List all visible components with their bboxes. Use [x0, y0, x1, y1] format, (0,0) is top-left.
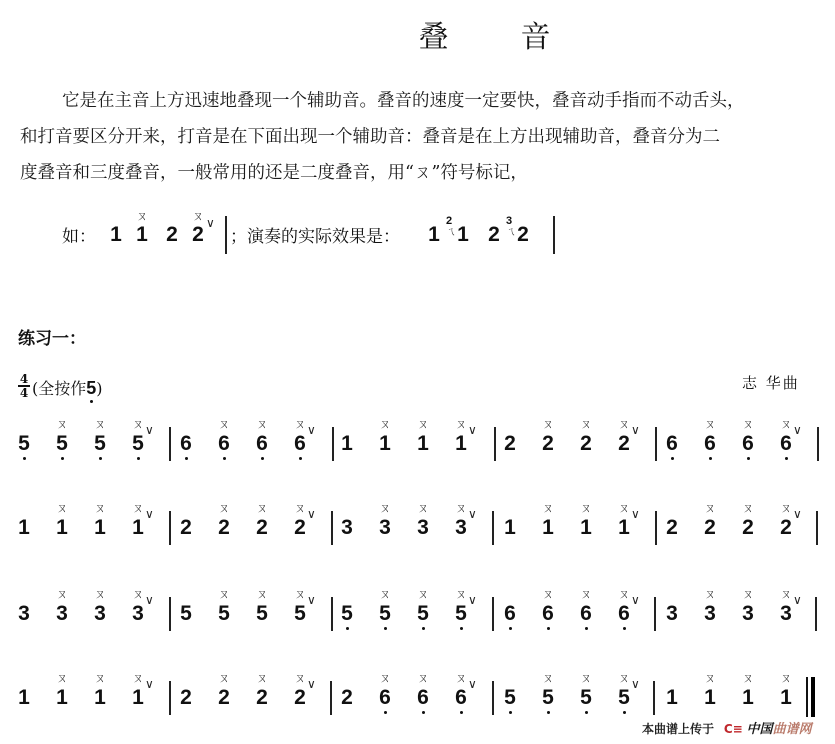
note: 6	[455, 686, 467, 709]
low-octave-dot	[137, 457, 140, 460]
overlap-mark-icon: ㄡ	[131, 671, 144, 685]
grace-slur-icon: ㄟ	[446, 227, 456, 238]
overlap-mark-icon: ㄡ	[579, 417, 592, 431]
low-octave-dot	[547, 711, 550, 714]
watermark	[642, 718, 812, 738]
title-char-1: 叠	[418, 20, 449, 55]
note: 6	[542, 602, 554, 625]
overlap-mark-icon: ㄡ	[55, 587, 68, 601]
overlap-mark-icon: ㄡ	[378, 417, 391, 431]
note: 1	[56, 686, 68, 709]
overlap-mark-icon: ㄡ	[741, 587, 754, 601]
note: 2	[580, 432, 592, 455]
note: 5	[417, 602, 429, 625]
bar-line	[169, 427, 171, 461]
note: 2	[704, 516, 716, 539]
note: 1	[580, 516, 592, 539]
note: 3	[56, 602, 68, 625]
low-octave-dot	[509, 711, 512, 714]
note: 5	[294, 602, 306, 625]
note: 1	[94, 686, 106, 709]
breath-mark-icon: ∨	[631, 423, 640, 437]
overlap-mark-icon: ㄡ	[454, 587, 467, 601]
bar-line	[492, 511, 494, 545]
note: 1	[780, 686, 792, 709]
note: 2	[780, 516, 792, 539]
example-label: 如：	[62, 227, 96, 247]
breath-mark-icon: ∨	[793, 423, 802, 437]
breath-mark-icon: ∨	[307, 593, 316, 607]
overlap-mark-icon: ㄡ	[416, 501, 429, 515]
low-octave-dot	[509, 627, 512, 630]
overlap-mark-icon: ㄡ	[779, 671, 792, 685]
note: 2	[341, 686, 353, 709]
overlap-mark-icon: ㄡ	[131, 501, 144, 515]
note: 5	[455, 602, 467, 625]
watermark-text: 本曲谱上传于	[642, 722, 715, 736]
note: 5	[580, 686, 592, 709]
note: 6	[504, 602, 516, 625]
overlap-mark-icon: ㄡ	[416, 587, 429, 601]
low-octave-dot	[299, 457, 302, 460]
intro-line-3: 度叠音和三度叠音，一般常用的还是二度叠音，用“ㄡ”符号标记，	[20, 163, 528, 183]
note: 5	[56, 432, 68, 455]
note: 6	[742, 432, 754, 455]
note: 5	[542, 686, 554, 709]
low-octave-dot	[785, 457, 788, 460]
overlap-mark-icon: ㄡ	[779, 501, 792, 515]
time-sig-top: 4	[19, 372, 29, 386]
effect-note: 1	[457, 223, 469, 246]
overlap-mark-icon: ㄡ	[703, 501, 716, 515]
key-note-digit-value: 5	[86, 378, 97, 398]
overlap-mark-icon: ㄡ	[378, 587, 391, 601]
note: 2	[294, 686, 306, 709]
overlap-mark-icon: ㄡ	[191, 209, 204, 223]
low-octave-dot	[90, 400, 93, 403]
breath-mark-icon: ∨	[793, 507, 802, 521]
note: 1	[417, 432, 429, 455]
bar-line	[225, 216, 227, 254]
note: 6	[417, 686, 429, 709]
overlap-mark-icon: ㄡ	[579, 501, 592, 515]
note: 2	[742, 516, 754, 539]
overlap-mark-icon: ㄡ	[255, 417, 268, 431]
note: 2	[218, 516, 230, 539]
breath-mark-icon: ∨	[145, 677, 154, 691]
note: 1	[56, 516, 68, 539]
low-octave-dot	[709, 457, 712, 460]
low-octave-dot	[547, 627, 550, 630]
note: 3	[704, 602, 716, 625]
breath-mark-icon: ∨	[307, 507, 316, 521]
note: 2	[180, 516, 192, 539]
overlap-mark-icon: ㄡ	[416, 417, 429, 431]
bar-line	[815, 597, 817, 631]
bar-line	[653, 681, 655, 715]
effect-note: 1	[428, 223, 440, 246]
overlap-mark-icon: ㄡ	[378, 671, 391, 685]
note: 1	[18, 516, 30, 539]
note: 5	[218, 602, 230, 625]
overlap-mark-icon: ㄡ	[255, 587, 268, 601]
overlap-mark-icon: ㄡ	[541, 671, 554, 685]
note: 2	[256, 686, 268, 709]
example-note: 1	[110, 223, 122, 246]
note: 3	[742, 602, 754, 625]
note: 5	[504, 686, 516, 709]
key-note-text	[32, 376, 103, 399]
note: 6	[294, 432, 306, 455]
overlap-mark-icon: ㄡ	[131, 587, 144, 601]
overlap-mark-icon: ㄡ	[741, 417, 754, 431]
overlap-mark-icon: ㄡ	[454, 501, 467, 515]
breath-mark-icon: ∨	[468, 593, 477, 607]
low-octave-dot	[585, 711, 588, 714]
overlap-mark-icon: ㄡ	[131, 417, 144, 431]
note: 2	[294, 516, 306, 539]
breath-mark-icon: ∨	[631, 507, 640, 521]
note: 5	[18, 432, 30, 455]
key-note-prefix: (全按作	[32, 379, 87, 398]
exercise-title: 练习一：	[18, 329, 86, 349]
bar-line	[169, 597, 171, 631]
overlap-mark-icon: ㄡ	[93, 671, 106, 685]
key-note-close: )	[96, 379, 103, 398]
low-octave-dot	[223, 457, 226, 460]
note: 3	[455, 516, 467, 539]
note: 2	[666, 516, 678, 539]
note: 5	[256, 602, 268, 625]
low-octave-dot	[422, 627, 425, 630]
overlap-mark-icon: ㄡ	[293, 671, 306, 685]
overlap-mark-icon: ㄡ	[741, 501, 754, 515]
overlap-mark-icon: ㄡ	[703, 417, 716, 431]
overlap-mark-icon: ㄡ	[217, 501, 230, 515]
overlap-mark-icon: ㄡ	[255, 501, 268, 515]
note: 1	[666, 686, 678, 709]
note: 1	[542, 516, 554, 539]
overlap-mark-icon: ㄡ	[293, 587, 306, 601]
overlap-mark-icon: ㄡ	[293, 417, 306, 431]
overlap-mark-icon: ㄡ	[93, 587, 106, 601]
overlap-mark-icon: ㄡ	[579, 671, 592, 685]
effect-note: 2	[517, 223, 529, 246]
overlap-mark-icon: ㄡ	[217, 671, 230, 685]
overlap-mark-icon: ㄡ	[55, 671, 68, 685]
overlap-mark-icon: ㄡ	[579, 587, 592, 601]
example-note: 2	[192, 223, 204, 246]
overlap-mark-icon: ㄡ	[541, 501, 554, 515]
low-octave-dot	[623, 627, 626, 630]
note: 2	[256, 516, 268, 539]
score-row	[0, 499, 835, 559]
time-signature-fraction	[18, 373, 30, 399]
breath-mark-icon: ∨	[145, 593, 154, 607]
overlap-mark-icon: ㄡ	[617, 501, 630, 515]
low-octave-dot	[460, 627, 463, 630]
note: 3	[379, 516, 391, 539]
site-logo-icon: C≡	[723, 722, 743, 736]
breath-mark-icon: ∨	[206, 216, 215, 230]
low-octave-dot	[61, 457, 64, 460]
low-octave-dot	[99, 457, 102, 460]
overlap-mark-icon: ㄡ	[779, 417, 792, 431]
effect-note: 2	[488, 223, 500, 246]
low-octave-dot	[346, 627, 349, 630]
final-bar-line-thin	[806, 677, 808, 717]
breath-mark-icon: ∨	[793, 593, 802, 607]
breath-mark-icon: ∨	[145, 507, 154, 521]
note: 1	[132, 686, 144, 709]
note: 5	[180, 602, 192, 625]
site-name-part1: 中国	[746, 722, 773, 737]
overlap-mark-icon: ㄡ	[135, 209, 148, 223]
note: 2	[618, 432, 630, 455]
breath-mark-icon: ∨	[145, 423, 154, 437]
low-octave-dot	[185, 457, 188, 460]
bar-line	[817, 427, 819, 461]
overlap-mark-icon: ㄡ	[55, 417, 68, 431]
note: 6	[379, 686, 391, 709]
overlap-mark-icon: ㄡ	[293, 501, 306, 515]
overlap-mark-icon: ㄡ	[703, 587, 716, 601]
note: 6	[666, 432, 678, 455]
low-octave-dot	[623, 711, 626, 714]
bar-line	[655, 427, 657, 461]
low-octave-dot	[384, 711, 387, 714]
overlap-mark-icon: ㄡ	[541, 417, 554, 431]
overlap-mark-icon: ㄡ	[416, 671, 429, 685]
note: 1	[455, 432, 467, 455]
bar-line	[330, 681, 332, 715]
low-octave-dot	[384, 627, 387, 630]
note: 1	[704, 686, 716, 709]
note: 5	[94, 432, 106, 455]
note: 5	[618, 686, 630, 709]
breath-mark-icon: ∨	[307, 677, 316, 691]
bar-line	[655, 511, 657, 545]
note: 1	[341, 432, 353, 455]
note: 2	[218, 686, 230, 709]
note: 5	[379, 602, 391, 625]
note: 3	[132, 602, 144, 625]
note: 2	[180, 686, 192, 709]
breath-mark-icon: ∨	[631, 593, 640, 607]
note: 6	[218, 432, 230, 455]
bar-line	[169, 681, 171, 715]
site-name-part2: 曲谱网	[772, 722, 812, 737]
note: 3	[341, 516, 353, 539]
bar-line	[553, 216, 555, 254]
score-row	[0, 585, 835, 645]
overlap-mark-icon: ㄡ	[703, 671, 716, 685]
time-sig-bottom: 4	[19, 385, 29, 400]
note: 1	[618, 516, 630, 539]
note: 6	[780, 432, 792, 455]
bar-line	[816, 511, 818, 545]
bar-line	[494, 427, 496, 461]
note: 3	[18, 602, 30, 625]
low-octave-dot	[261, 457, 264, 460]
overlap-mark-icon: ㄡ	[454, 417, 467, 431]
note: 6	[704, 432, 716, 455]
grace-slur-icon: ㄟ	[506, 227, 516, 238]
breath-mark-icon: ∨	[468, 423, 477, 437]
bar-line	[492, 681, 494, 715]
page-title	[0, 12, 835, 56]
note: 1	[94, 516, 106, 539]
overlap-mark-icon: ㄡ	[93, 501, 106, 515]
grace-note: 3	[506, 215, 513, 227]
note: 5	[132, 432, 144, 455]
note: 1	[18, 686, 30, 709]
note: 3	[780, 602, 792, 625]
note: 6	[580, 602, 592, 625]
intro-line-1: 它是在主音上方迅速地叠现一个辅助音。叠音的速度一定要快，叠音动手指而不动舌头，	[62, 91, 745, 111]
bar-line	[332, 427, 334, 461]
overlap-mark-icon: ㄡ	[779, 587, 792, 601]
title-char-2: 音	[520, 20, 551, 55]
overlap-mark-icon: ㄡ	[541, 587, 554, 601]
note: 2	[504, 432, 516, 455]
intro-line-2: 和打音要区分开来，打音是在下面出现一个辅助音：叠音是在上方出现辅助音，叠音分为二	[20, 127, 720, 147]
overlap-mark-icon: ㄡ	[741, 671, 754, 685]
note: 5	[341, 602, 353, 625]
bar-line	[654, 597, 656, 631]
breath-mark-icon: ∨	[468, 677, 477, 691]
note: 3	[94, 602, 106, 625]
overlap-mark-icon: ㄡ	[217, 417, 230, 431]
note: 3	[417, 516, 429, 539]
overlap-mark-icon: ㄡ	[217, 587, 230, 601]
overlap-mark-icon: ㄡ	[55, 501, 68, 515]
low-octave-dot	[671, 457, 674, 460]
example-note: 1	[136, 223, 148, 246]
low-octave-dot	[585, 627, 588, 630]
example-note: 2	[166, 223, 178, 246]
bar-line	[331, 597, 333, 631]
breath-mark-icon: ∨	[468, 507, 477, 521]
note: 3	[666, 602, 678, 625]
overlap-mark-icon: ㄡ	[93, 417, 106, 431]
note: 1	[504, 516, 516, 539]
intro-paragraph	[20, 83, 830, 191]
score-row	[0, 415, 835, 475]
overlap-mark-icon: ㄡ	[617, 671, 630, 685]
key-note-digit	[86, 378, 96, 398]
breath-mark-icon: ∨	[307, 423, 316, 437]
low-octave-dot	[460, 711, 463, 714]
example-line	[62, 209, 622, 262]
low-octave-dot	[422, 711, 425, 714]
breath-mark-icon: ∨	[631, 677, 640, 691]
example-effect-label: ；演奏的实际效果是：	[230, 227, 400, 247]
note: 6	[180, 432, 192, 455]
overlap-mark-icon: ㄡ	[454, 671, 467, 685]
composer: 志 华曲	[742, 374, 800, 392]
bar-line	[492, 597, 494, 631]
low-octave-dot	[23, 457, 26, 460]
note: 6	[256, 432, 268, 455]
note: 1	[132, 516, 144, 539]
overlap-mark-icon: ㄡ	[378, 501, 391, 515]
overlap-mark-icon: ㄡ	[617, 417, 630, 431]
bar-line	[169, 511, 171, 545]
final-bar-line-thick	[811, 677, 815, 717]
note: 6	[618, 602, 630, 625]
note: 2	[542, 432, 554, 455]
bar-line	[331, 511, 333, 545]
grace-note: 2	[446, 215, 453, 227]
note: 1	[742, 686, 754, 709]
low-octave-dot	[747, 457, 750, 460]
overlap-mark-icon: ㄡ	[617, 587, 630, 601]
note: 1	[379, 432, 391, 455]
overlap-mark-icon: ㄡ	[255, 671, 268, 685]
